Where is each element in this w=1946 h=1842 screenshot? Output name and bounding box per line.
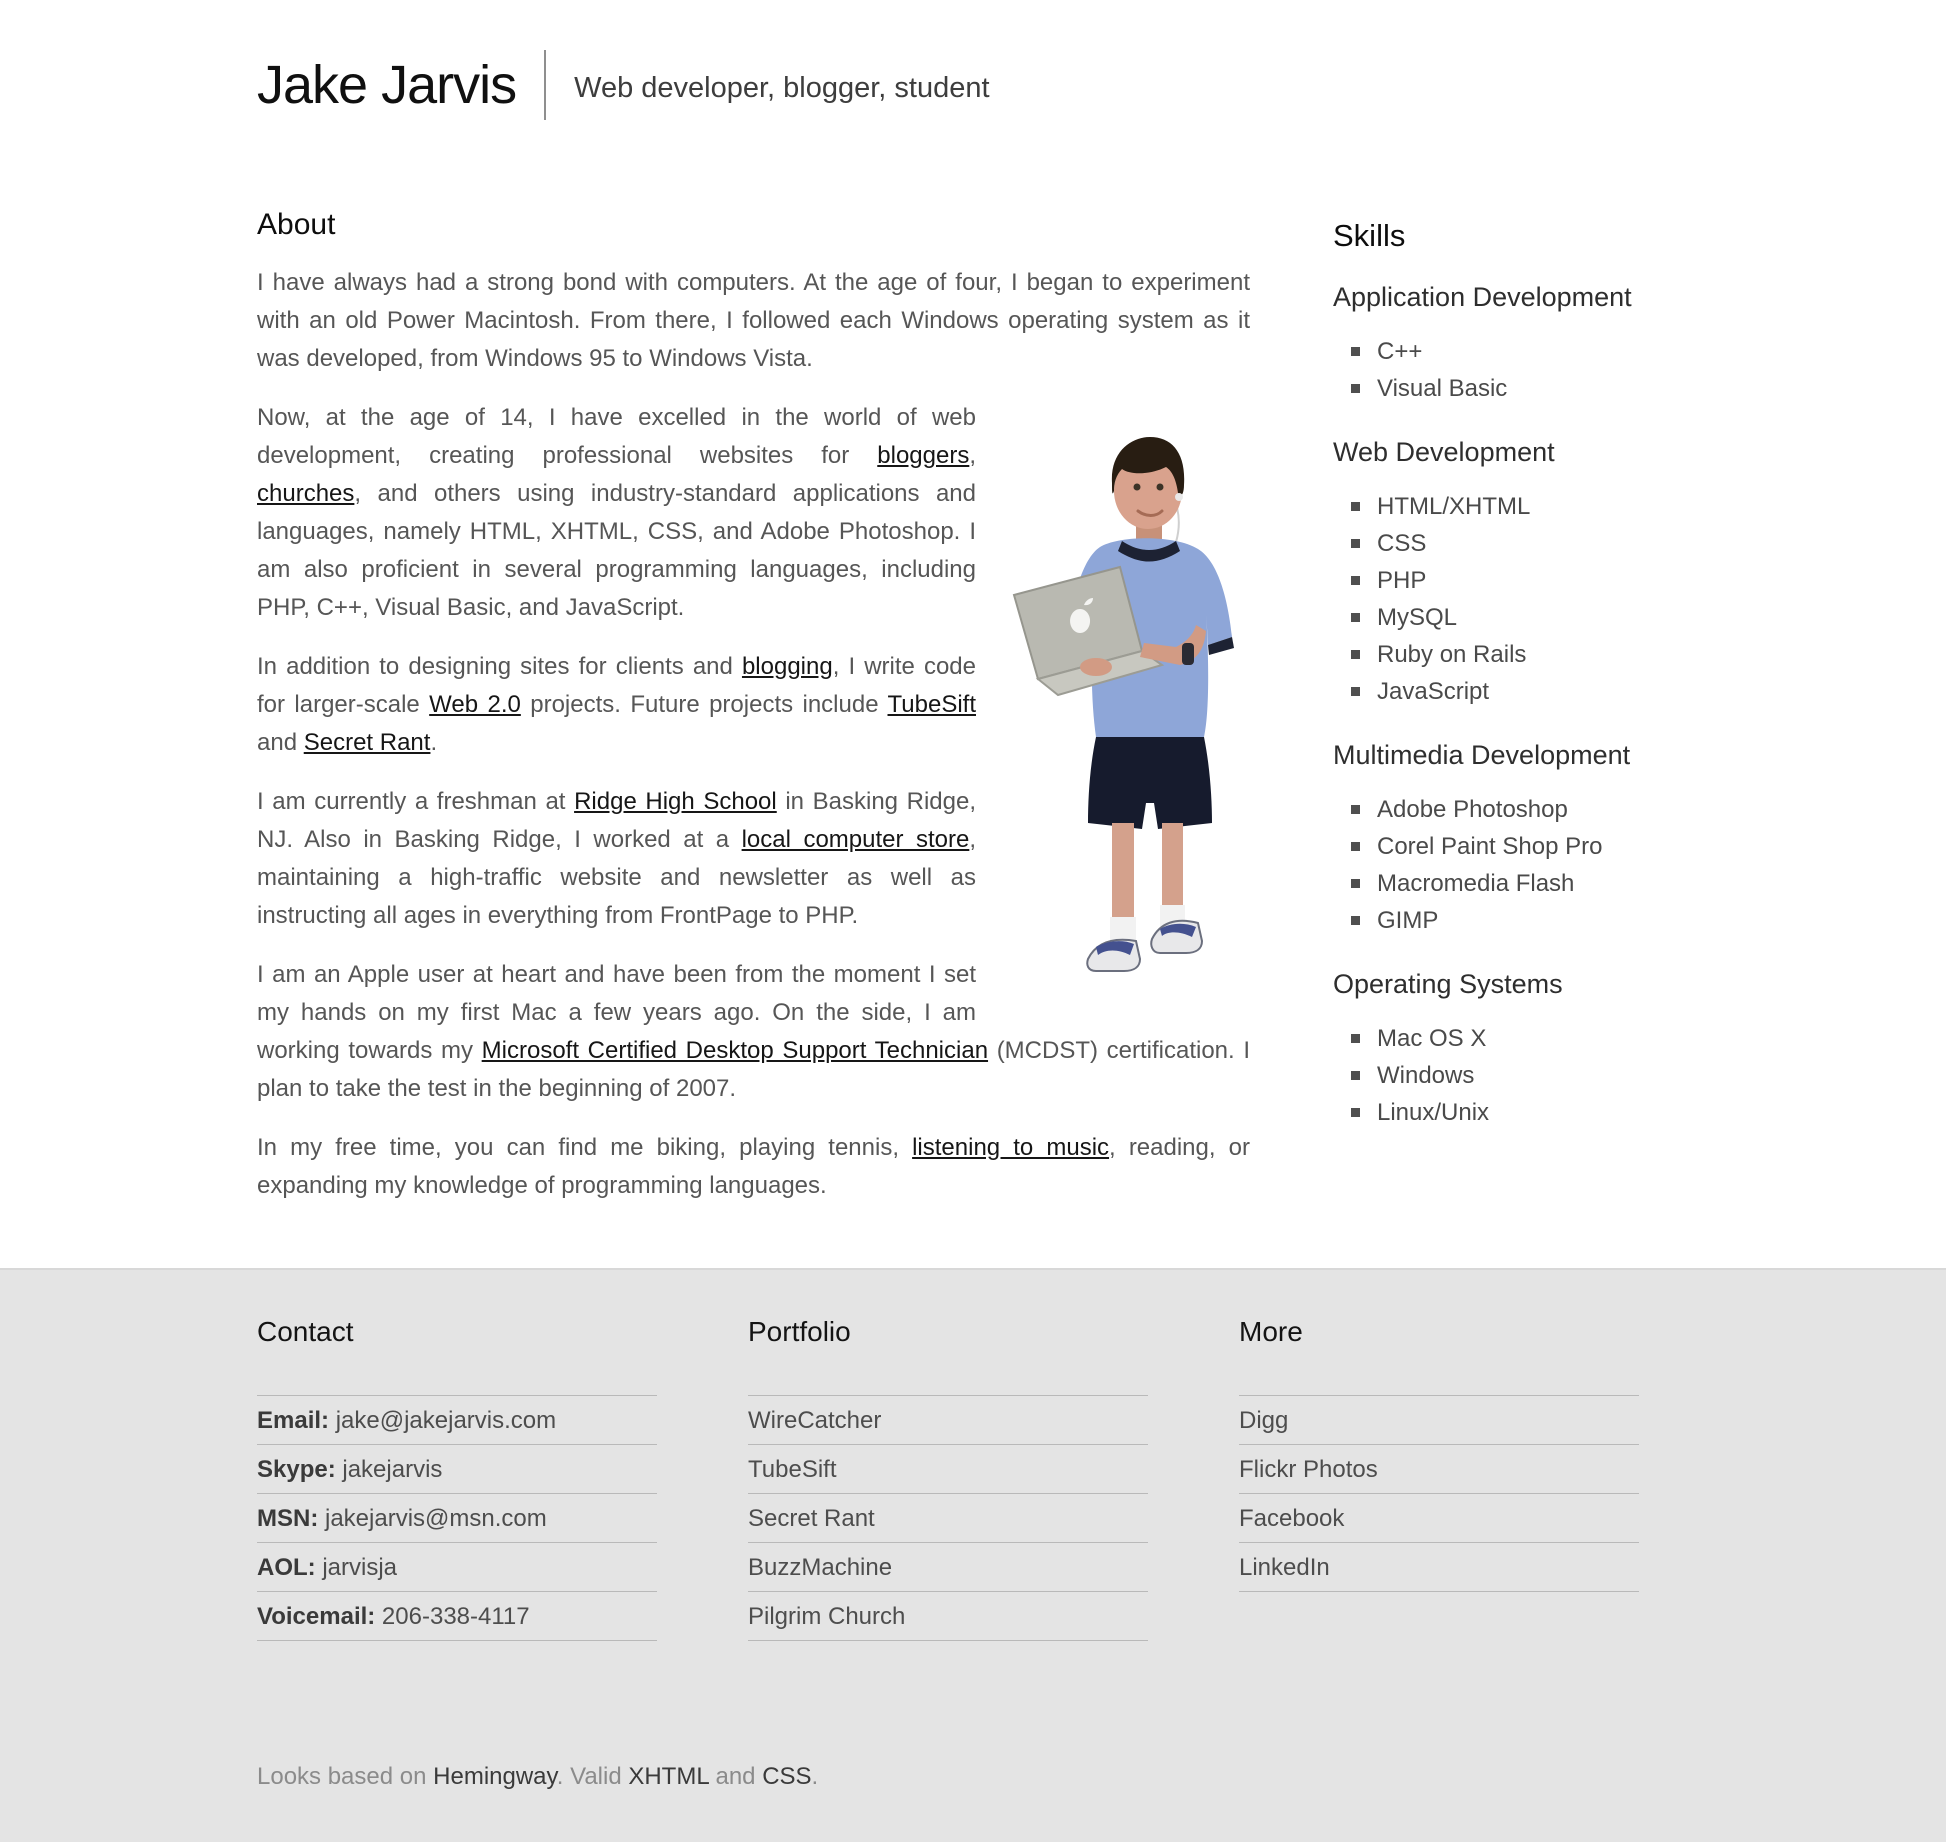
earbud (1175, 493, 1183, 501)
footer-note: Looks based on Hemingway. Valid XHTML and CSS. (257, 1763, 819, 1790)
site-header (257, 0, 1695, 120)
footer-column-heading: Portfolio (748, 1316, 851, 1347)
site-footer (0, 1268, 1946, 1842)
footer-link[interactable]: WireCatcher (748, 1407, 882, 1434)
footer-link-row (748, 1494, 1148, 1543)
footer-contact-label: Email: (257, 1407, 330, 1434)
skill-item: Ruby on Rails (1377, 636, 1695, 673)
skill-category-heading: Web Development (1333, 437, 1555, 467)
skill-item: CSS (1377, 525, 1695, 562)
footer-list (257, 1395, 657, 1641)
footer-column-more (1239, 1315, 1639, 1641)
about-heading: About (257, 208, 336, 241)
inline-link[interactable]: TubeSift (887, 691, 976, 718)
footer-note-link[interactable]: CSS (762, 1763, 812, 1790)
footer-link-row (748, 1396, 1148, 1445)
footer-columns (257, 1315, 1946, 1641)
footer-link-row (1239, 1494, 1639, 1543)
footer-contact-row: AOL: jarvisja (257, 1543, 657, 1592)
footer-link-row (1239, 1445, 1639, 1494)
header-divider (544, 50, 546, 120)
about-paragraph: In addition to designing sites for clients and blogging, I write code for larger-scale Web 2.0 projects. Future projects include TubeSift and Secret Rant. (257, 653, 977, 756)
about-paragraph: I am an Apple user at heart and have been from the moment I set my hands on my first Mac a few years ago. On the side, I am working towards my Microsoft Certified Desktop Support Technician (MCDST) certification. I plan to take the test in the beginning of 2007. (257, 961, 1251, 1102)
footer-link[interactable]: TubeSift (748, 1456, 837, 1483)
eye-right (1157, 484, 1164, 491)
footer-link-row (1239, 1396, 1639, 1445)
skill-item: MySQL (1377, 599, 1695, 636)
footer-link[interactable]: Pilgrim Church (748, 1603, 906, 1630)
skills-sidebar (1333, 208, 1695, 1131)
inline-link[interactable]: bloggers (877, 442, 970, 469)
inline-link[interactable]: blogging (741, 653, 833, 680)
skill-item: Corel Paint Shop Pro (1377, 828, 1695, 865)
boy-photo (1000, 399, 1250, 994)
skill-item: Macromedia Flash (1377, 865, 1695, 902)
skill-category-heading: Multimedia Development (1333, 740, 1631, 770)
inline-link[interactable]: Ridge High School (574, 788, 777, 815)
skill-item: Visual Basic (1377, 370, 1695, 407)
left-sock (1110, 917, 1136, 941)
skill-list (1333, 1020, 1695, 1131)
skill-item: Windows (1377, 1057, 1695, 1094)
about-rest (257, 399, 1250, 1205)
footer-column-portfolio (748, 1315, 1148, 1641)
skill-item: PHP (1377, 562, 1695, 599)
inline-link[interactable]: Microsoft Certified Desktop Support Technician (481, 1037, 989, 1064)
about-paragraph: I am currently a freshman at Ridge High School in Basking Ridge, NJ. Also in Basking Ridge, I worked at a local computer store, maintaining a high-traffic website and newsletter as well as instructing all ages in everything from FrontPage to PHP. (257, 788, 976, 929)
footer-contact-row: Email: jake@jakejarvis.com (257, 1396, 657, 1445)
skill-item: JavaScript (1377, 673, 1695, 710)
footer-list (748, 1395, 1148, 1641)
footer-link-row (748, 1445, 1148, 1494)
inline-link[interactable]: churches (257, 480, 355, 507)
skills-heading: Skills (1333, 218, 1406, 253)
watch (1182, 643, 1194, 665)
footer-link[interactable]: Digg (1239, 1407, 1289, 1434)
skill-category-heading: Operating Systems (1333, 969, 1563, 999)
skill-item: GIMP (1377, 902, 1695, 939)
footer-link[interactable]: Facebook (1239, 1505, 1345, 1532)
footer-link-row (748, 1543, 1148, 1592)
footer-contact-row: MSN: jakejarvis@msn.com (257, 1494, 657, 1543)
skill-item: Mac OS X (1377, 1020, 1695, 1057)
about-first-paragraph (257, 264, 1250, 378)
inline-link[interactable]: listening to music (912, 1134, 1110, 1161)
footer-contact-label: AOL: (257, 1554, 316, 1581)
right-leg (1162, 823, 1183, 911)
footer-link[interactable]: Flickr Photos (1239, 1456, 1378, 1483)
footer-note-link[interactable]: Hemingway (433, 1763, 557, 1790)
footer-link[interactable]: BuzzMachine (748, 1554, 893, 1581)
skill-item: Linux/Unix (1377, 1094, 1695, 1131)
site-tagline: Web developer, blogger, student (574, 71, 990, 104)
footer-contact-row: Skype: jakejarvis (257, 1445, 657, 1494)
left-leg (1112, 823, 1134, 923)
footer-link[interactable]: LinkedIn (1239, 1554, 1330, 1581)
inline-link[interactable]: local computer store (741, 826, 970, 853)
skill-list (1333, 333, 1695, 407)
footer-contact-label: Voicemail: (257, 1603, 376, 1630)
eye-left (1134, 484, 1141, 491)
inline-link[interactable]: Secret Rant (303, 729, 431, 756)
page-container (257, 0, 1695, 1268)
right-hand (1080, 658, 1112, 676)
about-section (257, 208, 1250, 1226)
footer-contact-label: Skype: (257, 1456, 336, 1483)
about-paragraph: I have always had a strong bond with computers. At the age of four, I began to experiment with an old Power Macintosh. From there, I followed each Windows operating system as it was developed, from Windows 95 to Windows Vista. (257, 269, 1250, 372)
footer-column-contact (257, 1315, 657, 1641)
about-paragraph: In my free time, you can find me biking, playing tennis, listening to music, reading, or expanding my knowledge of programming languages. (257, 1134, 1250, 1199)
main-content (257, 208, 1695, 1268)
footer-column-heading: Contact (257, 1316, 354, 1347)
skills-categories (1333, 282, 1695, 1131)
footer-contact-label: MSN: (257, 1505, 319, 1532)
site-title: Jake Jarvis (257, 54, 517, 115)
footer-link-row (1239, 1543, 1639, 1592)
footer-column-heading: More (1239, 1316, 1303, 1347)
skill-list (1333, 488, 1695, 710)
skill-item: Adobe Photoshop (1377, 791, 1695, 828)
skill-item: C++ (1377, 333, 1695, 370)
skill-category-heading: Application Development (1333, 282, 1632, 312)
footer-link-row (748, 1592, 1148, 1641)
footer-link[interactable]: Secret Rant (748, 1505, 875, 1532)
boy-illustration (1000, 399, 1250, 994)
about-paragraph: Now, at the age of 14, I have excelled in the world of web development, creating professional websites for bloggers, churches, and others using industry-standard applications and languages, namely HTML, XHTML, CSS, and Adobe Photoshop. I am also proficient in several programming languages, including PHP, C++, Visual Basic, and JavaScript. (257, 404, 976, 621)
footer-contact-row: Voicemail: 206-338-4117 (257, 1592, 657, 1641)
inline-link[interactable]: Web 2.0 (429, 691, 521, 718)
footer-list (1239, 1395, 1639, 1592)
skill-item: HTML/XHTML (1377, 488, 1695, 525)
skill-list (1333, 791, 1695, 939)
footer-note-link[interactable]: XHTML (628, 1763, 709, 1790)
shorts (1088, 737, 1212, 829)
